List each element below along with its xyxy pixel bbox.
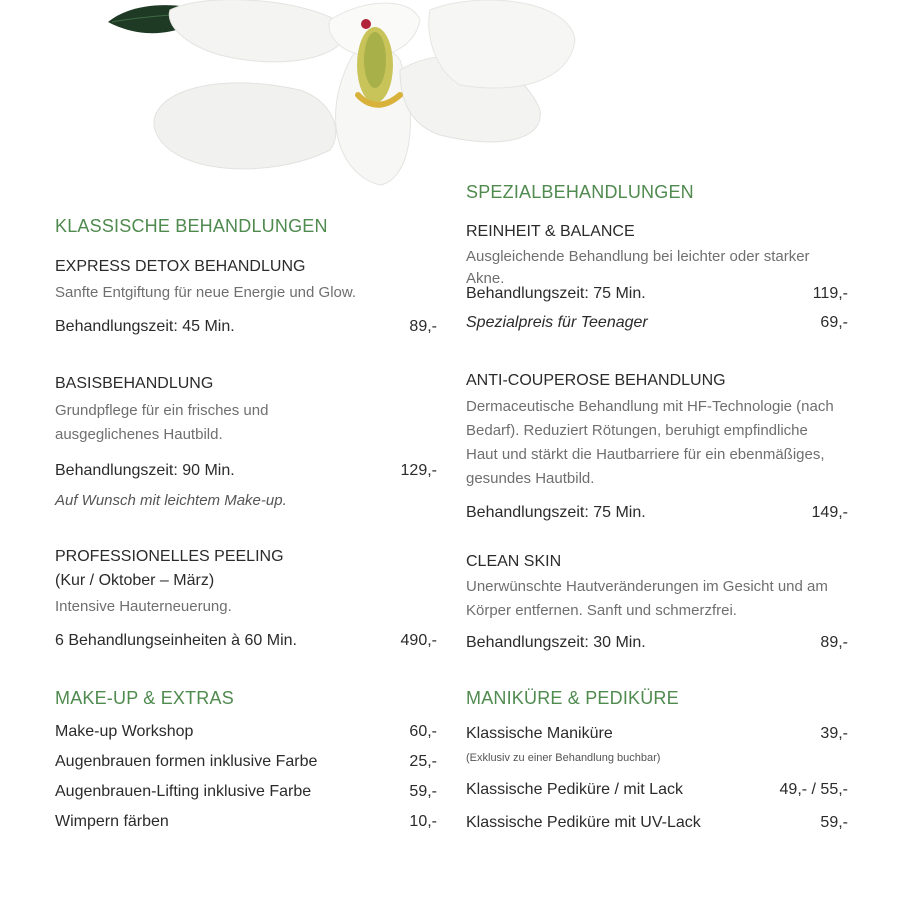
price-row-teenager [466, 314, 848, 332]
treatment-time: 6 Behandlungseinheiten à 60 Min. [55, 632, 297, 649]
treatment-time: Behandlungszeit: 45 Min. [55, 318, 235, 335]
item-desc-clean-skin-line1: Unerwünschte Hautveränderungen im Gesicht und am [466, 578, 828, 595]
item-label: Wimpern färben [55, 813, 169, 830]
price-row-reinheit-balance [466, 285, 848, 303]
item-note-manikuere: (Exklusiv zu einer Behandlung buchbar) [466, 752, 661, 764]
price-row-anti-couperose [466, 504, 848, 522]
list-item-pedikuere-uv-lack [466, 814, 848, 832]
price: 25,- [409, 753, 437, 770]
price-row-basisbehandlung [55, 462, 437, 480]
price-row-clean-skin [466, 634, 848, 652]
special-price-label: Spezialpreis für Teenager [466, 314, 648, 331]
item-label: Make-up Workshop [55, 723, 194, 740]
item-desc-basisbehandlung-line2: ausgeglichenes Hautbild. [55, 426, 223, 443]
list-item-makeup [55, 783, 437, 801]
section-title-klassische-behandlungen: KLASSISCHE BEHANDLUNGEN [55, 216, 328, 236]
item-title-express-detox: EXPRESS DETOX BEHANDLUNG [55, 258, 306, 275]
item-desc-clean-skin-line2: Körper entfernen. Sanft und schmerzfrei. [466, 602, 737, 619]
item-title-clean-skin: CLEAN SKIN [466, 553, 562, 570]
treatment-time: Behandlungszeit: 30 Min. [466, 634, 646, 651]
price: 149,- [811, 504, 848, 521]
item-label: Augenbrauen formen inklusive Farbe [55, 753, 318, 770]
list-item-makeup [55, 753, 437, 771]
item-label: Klassische Pediküre mit UV-Lack [466, 814, 701, 831]
right-column [466, 0, 848, 900]
item-desc-express-detox: Sanfte Entgiftung für neue Energie und Glow. [55, 284, 357, 301]
item-label: Klassische Maniküre [466, 725, 613, 742]
list-item-makeup [55, 723, 437, 741]
section-title-manikuere-pedikuere: MANIKÜRE & PEDIKÜRE [466, 688, 679, 708]
item-title-basisbehandlung: BASISBEHANDLUNG [55, 375, 214, 392]
item-title-anti-couperose: ANTI-COUPEROSE BEHANDLUNG [466, 372, 726, 389]
item-desc-anti-couperose-line4: gesundes Hautbild. [466, 470, 595, 487]
item-desc-anti-couperose-line3: Haut und stärkt die Hautbarriere für ein ebenmäßiges, [466, 446, 825, 463]
price: 10,- [409, 813, 437, 830]
price: 59,- [409, 783, 437, 800]
item-label: Augenbrauen-Lifting inklusive Farbe [55, 783, 312, 800]
list-item-pedikuere-lack [466, 781, 848, 799]
price: 69,- [820, 314, 848, 331]
item-desc-anti-couperose-line2: Bedarf). Reduziert Rötungen, beruhigt empfindliche [466, 422, 808, 439]
price: 39,- [820, 725, 848, 742]
item-title-reinheit-balance: REINHEIT & BALANCE [466, 223, 635, 240]
item-desc-peeling: Intensive Hauterneuerung. [55, 598, 232, 615]
price: 60,- [409, 723, 437, 740]
price: 59,- [820, 814, 848, 831]
section-title-make-up-extras: MAKE-UP & EXTRAS [55, 688, 234, 708]
item-subtitle-peeling: (Kur / Oktober – März) [55, 572, 215, 589]
item-desc-basisbehandlung-line1: Grundpflege für ein frisches und [55, 402, 269, 419]
price-row-express-detox [55, 318, 437, 336]
price: 89,- [820, 634, 848, 651]
list-item-manikuere [466, 725, 848, 743]
price: 49,- / 55,- [779, 781, 848, 798]
price: 129,- [400, 462, 437, 479]
price: 89,- [409, 318, 437, 335]
treatment-time: Behandlungszeit: 75 Min. [466, 504, 646, 521]
price-row-peeling [55, 632, 437, 650]
item-label: Klassische Pediküre / mit Lack [466, 781, 683, 798]
item-title-peeling: PROFESSIONELLES PEELING [55, 548, 284, 565]
item-desc-reinheit-balance: Ausgleichende Behandlung bei leichter oder starker Akne. [466, 248, 810, 287]
treatment-time: Behandlungszeit: 75 Min. [466, 285, 646, 302]
treatment-time: Behandlungszeit: 90 Min. [55, 462, 235, 479]
item-note-basisbehandlung: Auf Wunsch mit leichtem Make-up. [55, 492, 287, 509]
item-desc-anti-couperose-line1: Dermaceutische Behandlung mit HF-Technologie (nach [466, 398, 834, 415]
price: 119,- [812, 285, 848, 302]
price: 490,- [400, 632, 437, 649]
section-title-spezialbehandlungen: SPEZIALBEHANDLUNGEN [466, 182, 694, 202]
list-item-makeup [55, 813, 437, 831]
left-column [55, 0, 437, 900]
